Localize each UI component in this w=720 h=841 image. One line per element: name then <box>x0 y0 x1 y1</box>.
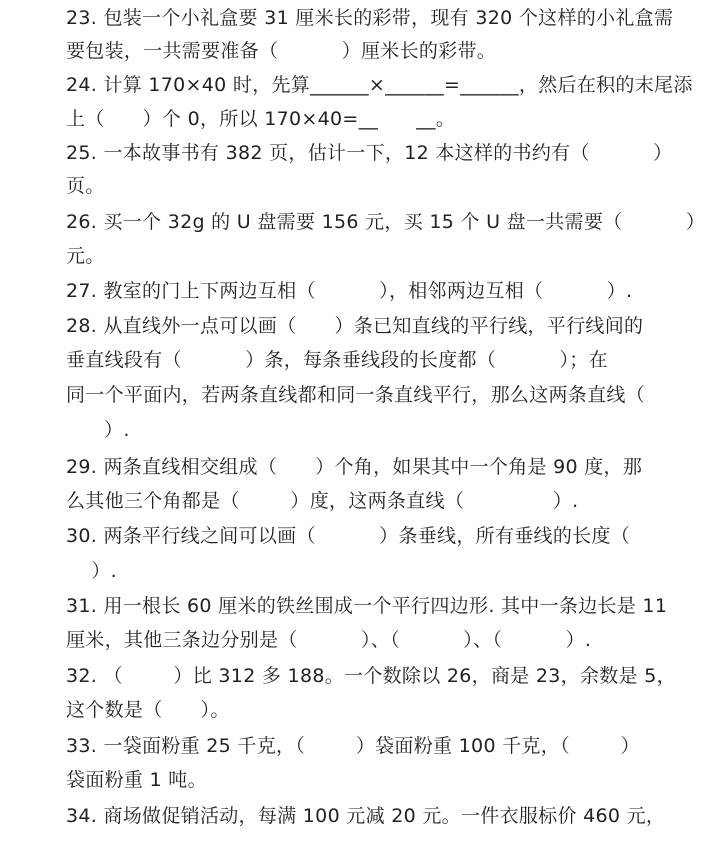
question-33-line-2: 袋面粉重 1 吨。 <box>66 769 207 791</box>
question-27-line-1: 27. 教室的门上下两边互相（ ），相邻两边互相（ ）. <box>66 280 633 302</box>
question-33-line-1: 33. 一袋面粉重 25 千克，（ ）袋面粉重 100 千克，（ ） <box>66 735 640 757</box>
question-30-line-1: 30. 两条平行线之间可以画（ ）条垂线，所有垂线的长度（ <box>66 525 631 547</box>
question-26-line-1: 26. 买一个 32g 的 U 盘需要 156 元，买 15 个 U 盘一共需要（ ） <box>66 211 706 233</box>
question-31-line-2: 厘米，其他三条边分别是（ ）、（ ）、（ ）. <box>66 629 592 651</box>
question-32-line-2: 这个数是（ ）。 <box>66 699 230 721</box>
question-23-line-2: 要包装，一共需要准备（ ）厘米长的彩带。 <box>66 40 497 62</box>
question-28-line-3: 同一个平面内，若两条直线都和同一条直线平行，那么这两条直线（ <box>66 384 646 406</box>
question-31-line-1: 31. 用一根长 60 厘米的铁丝围成一个平行四边形. 其中一条边长是 11 <box>66 595 668 617</box>
question-29-line-1: 29. 两条直线相交组成（ ）个角，如果其中一个角是 90 度，那 <box>66 456 643 478</box>
question-30-line-2: ）. <box>66 560 117 582</box>
question-25-line-2: 页。 <box>66 175 105 197</box>
question-28-line-1: 28. 从直线外一点可以画（ ）条已知直线的平行线，平行线间的 <box>66 315 644 337</box>
question-34-line-1: 34. 商场做促销活动，每满 100 元减 20 元。一件衣服标价 460 元， <box>66 805 666 827</box>
question-29-line-2: 么其他三个角都是（ ）度，这两条直线（ ）. <box>66 490 579 512</box>
question-28-line-2: 垂直线段有（ ）条，每条垂线段的长度都（ ）；在 <box>66 349 608 371</box>
question-32-line-1: 32. （ ）比 312 多 188。一个数除以 26，商是 23，余数是 5， <box>66 665 676 687</box>
question-24-line-2: 上（ ）个 0，所以 170×40=__ __。 <box>66 108 456 130</box>
question-24-line-1: 24. 计算 170×40 时，先算______×______=______，然后在积的末尾添 <box>66 74 693 96</box>
question-28-line-4: ）. <box>66 419 130 441</box>
question-25-line-1: 25. 一本故事书有 382 页，估计一下，12 本这样的书约有（ ） <box>66 142 673 164</box>
question-23-line-1: 23. 包装一个小礼盒要 31 厘米长的彩带，现有 320 个这样的小礼盒需 <box>66 7 674 29</box>
question-26-line-2: 元。 <box>66 245 105 267</box>
